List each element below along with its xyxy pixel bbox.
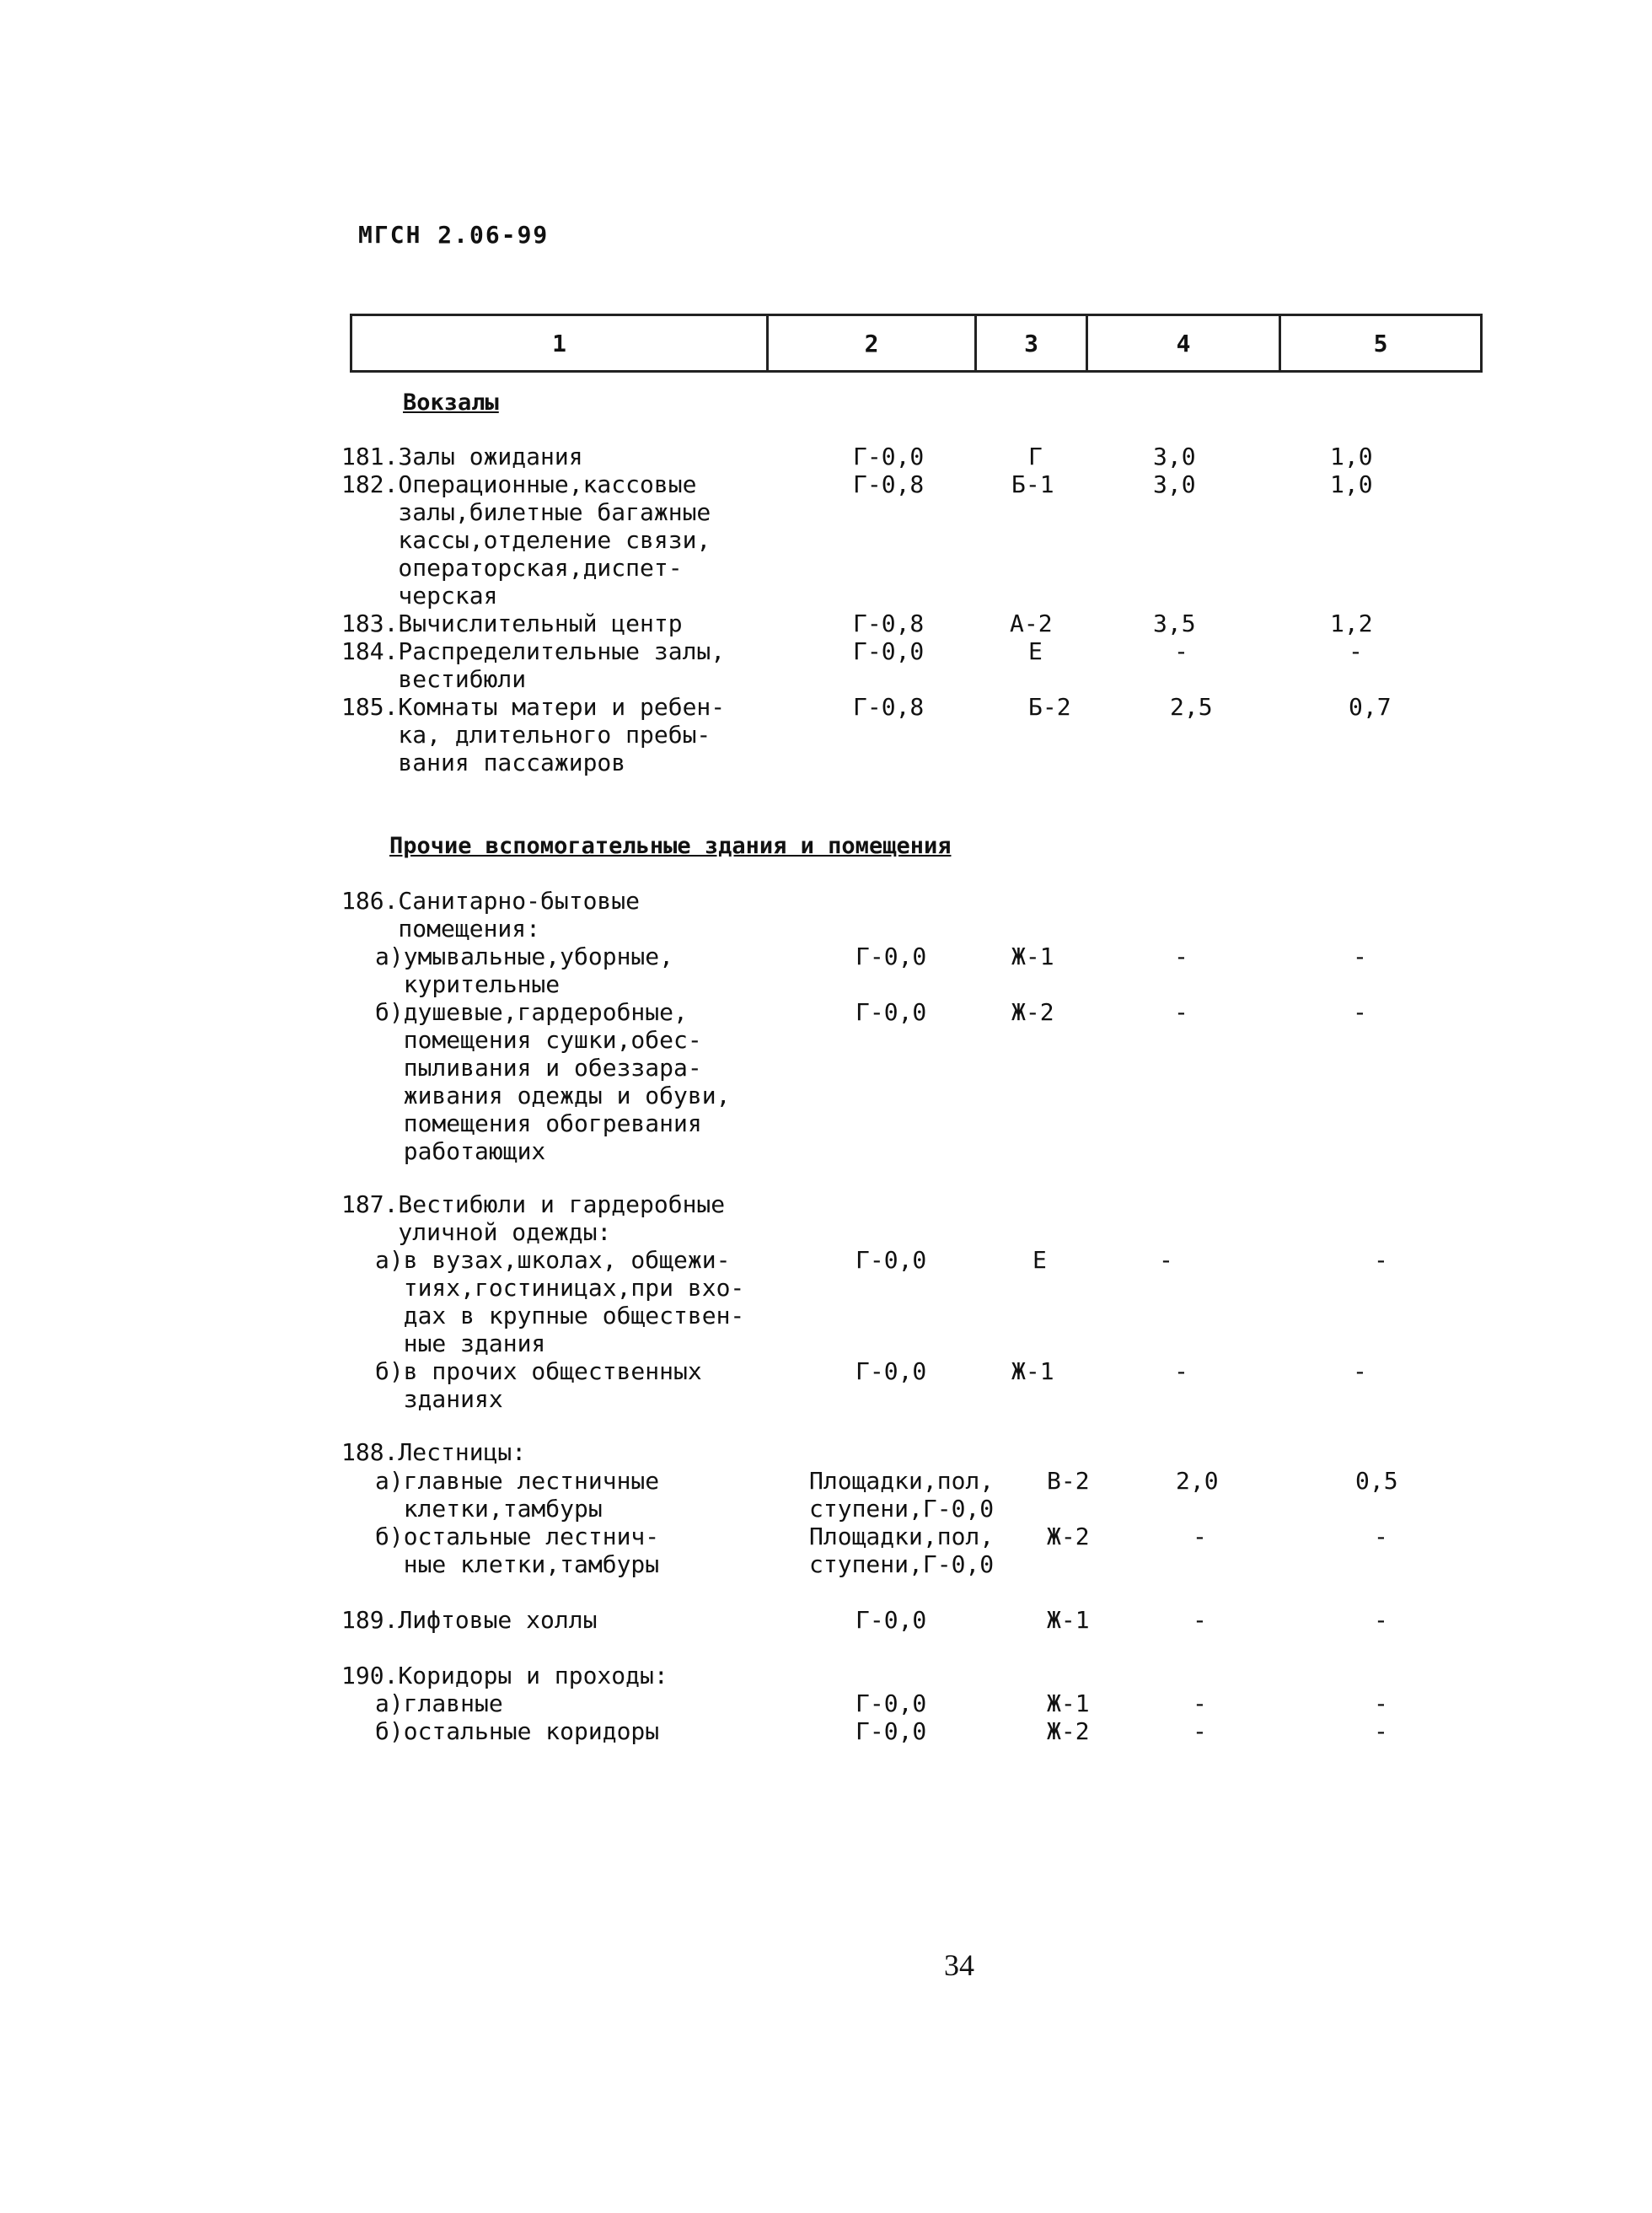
row-col4: - — [1174, 1357, 1188, 1385]
row-col5: 1,2 — [1330, 610, 1373, 637]
row-col2: Г-0,0 — [856, 1717, 927, 1745]
row-name: 186.Санитарно-бытовые помещения: — [341, 887, 641, 943]
row-col5: - — [1374, 1689, 1388, 1717]
row-col4: - — [1159, 1246, 1173, 1274]
row-col3: Б-1 — [1011, 470, 1054, 498]
row-col2: Г-0,0 — [853, 637, 925, 665]
row-col3: Ж-1 — [1011, 1357, 1054, 1385]
row-col3: Ж-1 — [1047, 1689, 1090, 1717]
row-col5: 1,0 — [1330, 470, 1373, 498]
row-col5: - — [1374, 1606, 1388, 1634]
row-col4: - — [1174, 943, 1188, 970]
column-header-1: 1 — [352, 316, 769, 370]
row-col5: - — [1374, 1246, 1388, 1274]
row-name: 190.Коридоры и проходы: — [341, 1662, 668, 1689]
row-col2: Г-0,8 — [853, 610, 925, 637]
row-name: 183.Вычислительный центр — [341, 610, 683, 637]
row-col3: Ж-1 — [1011, 943, 1054, 970]
column-header-4: 4 — [1088, 316, 1281, 370]
row-col4: - — [1193, 1689, 1207, 1717]
row-col4: 3,0 — [1153, 470, 1196, 498]
row-col4: 2,5 — [1170, 693, 1213, 721]
row-col2: Г-0,8 — [853, 693, 925, 721]
document-code: МГСН 2.06-99 — [358, 221, 550, 249]
row-name: б)в прочих общественных зданиях — [375, 1357, 702, 1413]
row-col3: Ж-2 — [1047, 1717, 1090, 1745]
row-col5: - — [1349, 637, 1363, 665]
row-col4: - — [1193, 1606, 1207, 1634]
row-col5: 0,5 — [1355, 1467, 1398, 1495]
row-col3: Е — [1028, 637, 1043, 665]
row-col5: - — [1374, 1717, 1388, 1745]
row-col5: 0,7 — [1349, 693, 1392, 721]
row-col5: - — [1353, 998, 1367, 1026]
column-header-5: 5 — [1373, 329, 1388, 357]
row-col3: Е — [1032, 1246, 1047, 1274]
row-col4: - — [1174, 637, 1188, 665]
column-header-row — [350, 314, 1483, 373]
row-col4: - — [1193, 1717, 1207, 1745]
row-col5: - — [1353, 943, 1367, 970]
row-col2: Г-0,8 — [853, 470, 925, 498]
row-col2: Г-0,0 — [856, 1357, 927, 1385]
row-col4: - — [1174, 998, 1188, 1026]
row-col2: Г-0,0 — [853, 443, 925, 470]
column-header-3: 3 — [977, 316, 1088, 370]
row-col3: Ж-2 — [1011, 998, 1054, 1026]
row-name: а)умывальные,уборные, курительные — [375, 943, 674, 998]
row-col2: Г-0,0 — [856, 998, 927, 1026]
section-title-stations: Вокзалы — [403, 389, 499, 416]
row-name: 189.Лифтовые холлы — [341, 1606, 598, 1634]
row-name: а)главные — [375, 1689, 503, 1717]
row-name: б)остальные коридоры — [375, 1717, 660, 1745]
row-col5: 1,0 — [1330, 443, 1373, 470]
row-name: 182.Операционные,кассовые залы,билетные багажные кассы,отделение связи, операторская,диспет- черская — [341, 470, 711, 610]
row-name: 187.Вестибюли и гардеробные уличной одежды: — [341, 1190, 726, 1246]
row-name: б)душевые,гардеробные, помещения сушки,обес- пыливания и обеззара- живания одежды и обуви, помещения обогревания работающих — [375, 998, 731, 1165]
row-name: 185.Комнаты матери и ребен- ка, длительного пребы- вания пассажиров — [341, 693, 726, 776]
row-col3: Ж-1 — [1047, 1606, 1090, 1634]
row-name: 184.Распределительные залы, вестибюли — [341, 637, 726, 693]
row-col4: 3,0 — [1153, 443, 1196, 470]
row-name: а)главные лестничные клетки,тамбуры — [375, 1467, 660, 1523]
row-col3: Г — [1028, 443, 1043, 470]
row-name: 188.Лестницы: — [341, 1438, 527, 1466]
row-col2: Г-0,0 — [856, 1246, 927, 1274]
row-col4: 2,0 — [1176, 1467, 1219, 1495]
row-col2: Площадки,пол, ступени,Г-0,0 — [809, 1523, 995, 1578]
page-number: 34 — [944, 1948, 974, 1982]
row-col3: Ж-2 — [1047, 1523, 1090, 1550]
row-col5: - — [1374, 1523, 1388, 1550]
row-name: а)в вузах,школах, общежи- тиях,гостиницах,при вхо- дах в крупные обществен- ные здания — [375, 1246, 745, 1357]
row-col3: А-2 — [1010, 610, 1053, 637]
row-name: 181.Залы ожидания — [341, 443, 583, 470]
row-col3: В-2 — [1047, 1467, 1090, 1495]
row-col4: - — [1193, 1523, 1207, 1550]
section-title-other: Прочие вспомогательные здания и помещения — [389, 833, 952, 859]
row-col4: 3,5 — [1153, 610, 1196, 637]
row-col2: Площадки,пол, ступени,Г-0,0 — [809, 1467, 995, 1523]
row-col2: Г-0,0 — [856, 1606, 927, 1634]
row-col2: Г-0,0 — [856, 943, 927, 970]
row-col5: - — [1353, 1357, 1367, 1385]
row-name: б)остальные лестнич- ные клетки,тамбуры — [375, 1523, 660, 1578]
row-col3: Б-2 — [1028, 693, 1071, 721]
row-col2: Г-0,0 — [856, 1689, 927, 1717]
column-header-2: 2 — [769, 316, 977, 370]
